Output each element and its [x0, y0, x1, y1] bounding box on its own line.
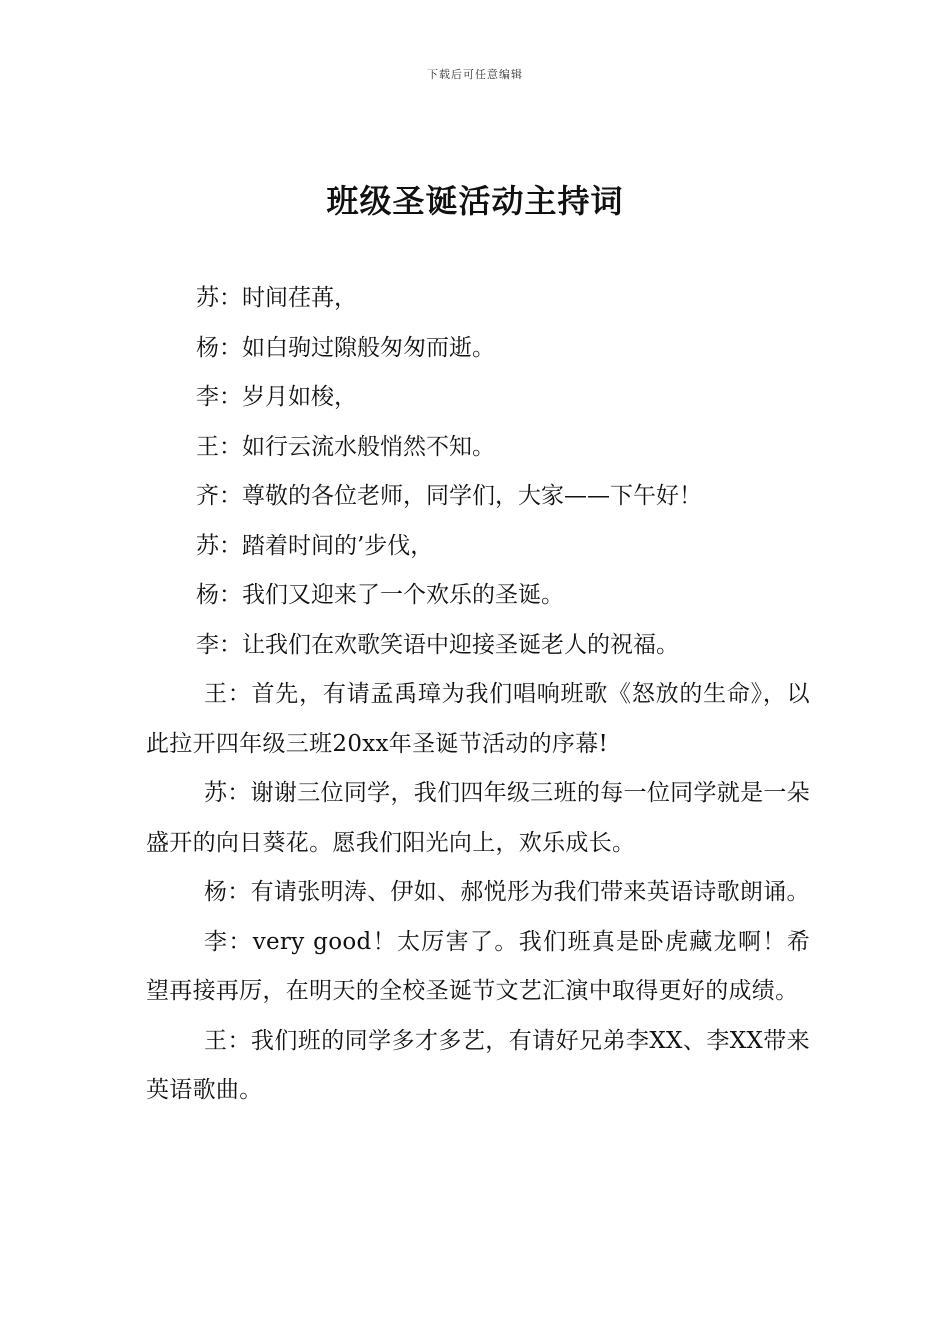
dialogue-paragraph: 苏：谢谢三位同学，我们四年级三班的每一位同学就是一朵盛开的向日葵花。愿我们阳光向上，欢乐成长。	[146, 780, 810, 856]
document-body	[146, 274, 810, 1116]
dialogue-line: 苏：时间荏苒，	[196, 285, 357, 311]
dialogue-paragraph: 杨：有请张明涛、伊如、郝悦彤为我们带来英语诗歌朗诵。	[204, 879, 810, 905]
dialogue-line: 杨：如白驹过隙般匆匆而逝。	[196, 334, 495, 361]
header-note: 下载后可任意编辑	[427, 68, 523, 81]
dialogue-paragraph: 王：首先，有请孟禹璋为我们唱响班歌《怒放的生命》，以此拉开四年级三班20xx年圣诞节活动的序幕!	[146, 681, 810, 757]
dialogue-paragraph: 王：我们班的同学多才多艺，有请好兄弟李XX、李XX带来英语歌曲。	[146, 1027, 810, 1103]
dialogue-line: 王：如行云流水般悄然不知。	[196, 433, 495, 460]
dialogue-line: 李：岁月如梭，	[196, 384, 357, 410]
dialogue-paragraph: 李：very good！太厉害了。我们班真是卧虎藏龙啊！希望再接再厉，在明天的全校圣诞节文艺汇演中取得更好的成绩。	[146, 928, 810, 1004]
dialogue-line: 苏：踏着时间的’步伐，	[196, 532, 434, 559]
dialogue-line: 杨：我们又迎来了一个欢乐的圣诞。	[196, 582, 564, 608]
dialogue-line: 李：让我们在欢歌笑语中迎接圣诞老人的祝福。	[196, 631, 679, 658]
document-title: 班级圣诞活动主持词	[326, 182, 624, 220]
dialogue-line: 齐：尊敬的各位老师，同学们，大家——下午好！	[196, 483, 702, 509]
